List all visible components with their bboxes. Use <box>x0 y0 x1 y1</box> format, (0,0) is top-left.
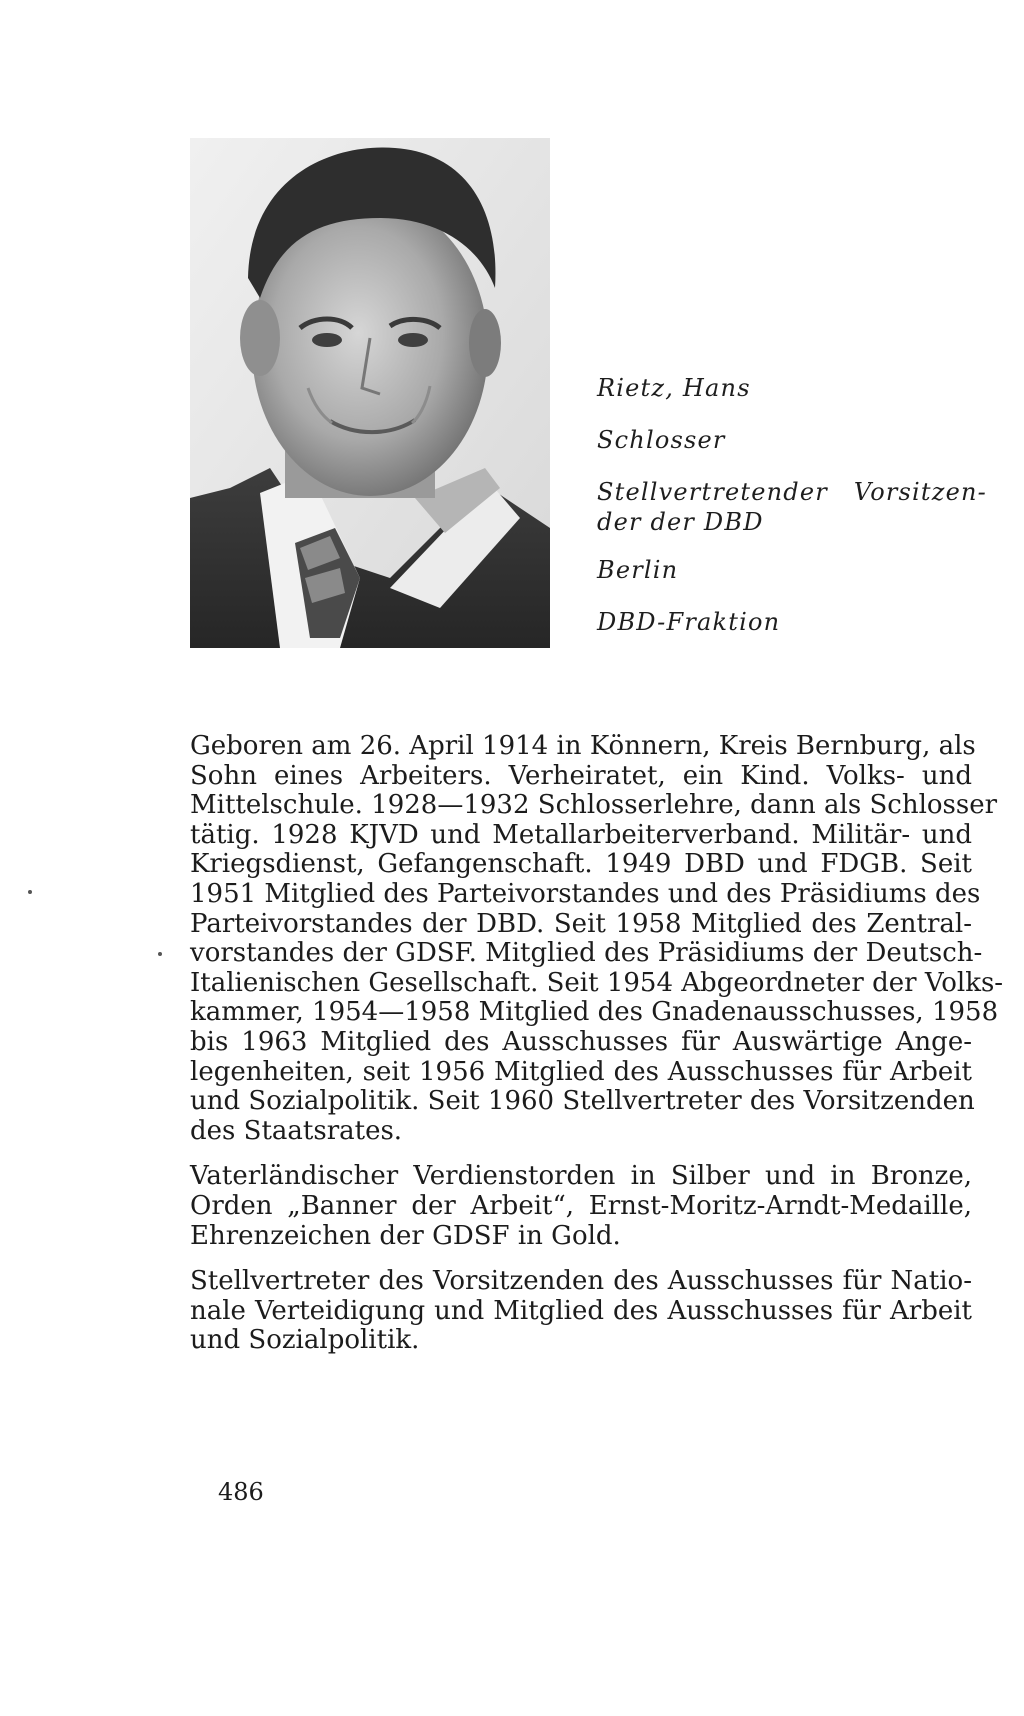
biography <box>190 731 1004 1372</box>
text-line: kammer, 1954—1958 Mitglied des Gnadenausschusses, 1958 <box>190 997 999 1028</box>
text-line: Sohn eines Arbeiters. Verheiratet, ein Kind. Volks- und <box>190 760 972 791</box>
occupation: Schlosser <box>597 426 726 454</box>
faction: DBD-Fraktion <box>597 608 781 636</box>
margin-dot <box>28 890 32 894</box>
text-line: Ehrenzeichen der GDSF in Gold. <box>190 1220 621 1251</box>
position <box>597 477 987 537</box>
text-line: Orden „Banner der Arbeit“, Ernst-Moritz-Arndt-Medaille, <box>190 1190 972 1221</box>
text-line: legenheiten, seit 1956 Mitglied des Ausschusses für Arbeit <box>190 1056 972 1087</box>
biography-paragraph-3 <box>190 1267 972 1356</box>
text-line: vorstandes der GDSF. Mitglied des Präsidiums der Deutsch- <box>190 938 983 969</box>
caption <box>597 373 987 659</box>
text-line: Mittelschule. 1928—1932 Schlosserlehre, dann als Schlosser <box>190 790 998 821</box>
text-line: bis 1963 Mitglied des Ausschusses für Auswärtige Ange- <box>190 1026 972 1057</box>
text-line: Vaterländischer Verdienstorden in Silber und in Bronze, <box>190 1161 972 1192</box>
city: Berlin <box>597 556 679 584</box>
person-name: Rietz, Hans <box>597 374 751 402</box>
text-line: tätig. 1928 KJVD und Metallarbeiterverband. Militär- und <box>190 819 972 850</box>
text-line: Kriegsdienst, Gefangenschaft. 1949 DBD und FDGB. Seit <box>190 849 972 880</box>
biography-paragraph-1 <box>190 731 1004 1146</box>
text-line: Parteivorstandes der DBD. Seit 1958 Mitglied des Zentral- <box>190 908 972 939</box>
text-line: Geboren am 26. April 1914 in Könnern, Kreis Bernburg, als <box>190 731 976 761</box>
text-line: und Sozialpolitik. <box>190 1325 420 1356</box>
position-line: Stellvertretender Vorsitzen- <box>597 478 987 506</box>
text-line: nale Verteidigung und Mitglied des Ausschusses für Arbeit <box>190 1295 972 1326</box>
portrait-photo-icon <box>190 138 550 648</box>
text-line: Italienischen Gesellschaft. Seit 1954 Abgeordneter der Volks- <box>190 967 1004 998</box>
biography-paragraph-2 <box>190 1162 972 1251</box>
text-line: des Staatsrates. <box>190 1115 403 1146</box>
margin-dot <box>158 952 162 956</box>
text-line: und Sozialpolitik. Seit 1960 Stellvertreter des Vorsitzenden <box>190 1086 975 1117</box>
text-line: 1951 Mitglied des Parteivorstandes und des Präsidiums des <box>190 878 981 909</box>
position-line: der der DBD <box>597 508 764 536</box>
page-number: 486 <box>218 1478 264 1506</box>
text-line: Stellvertreter des Vorsitzenden des Ausschusses für Natio- <box>190 1266 972 1297</box>
portrait-photo <box>190 138 550 648</box>
